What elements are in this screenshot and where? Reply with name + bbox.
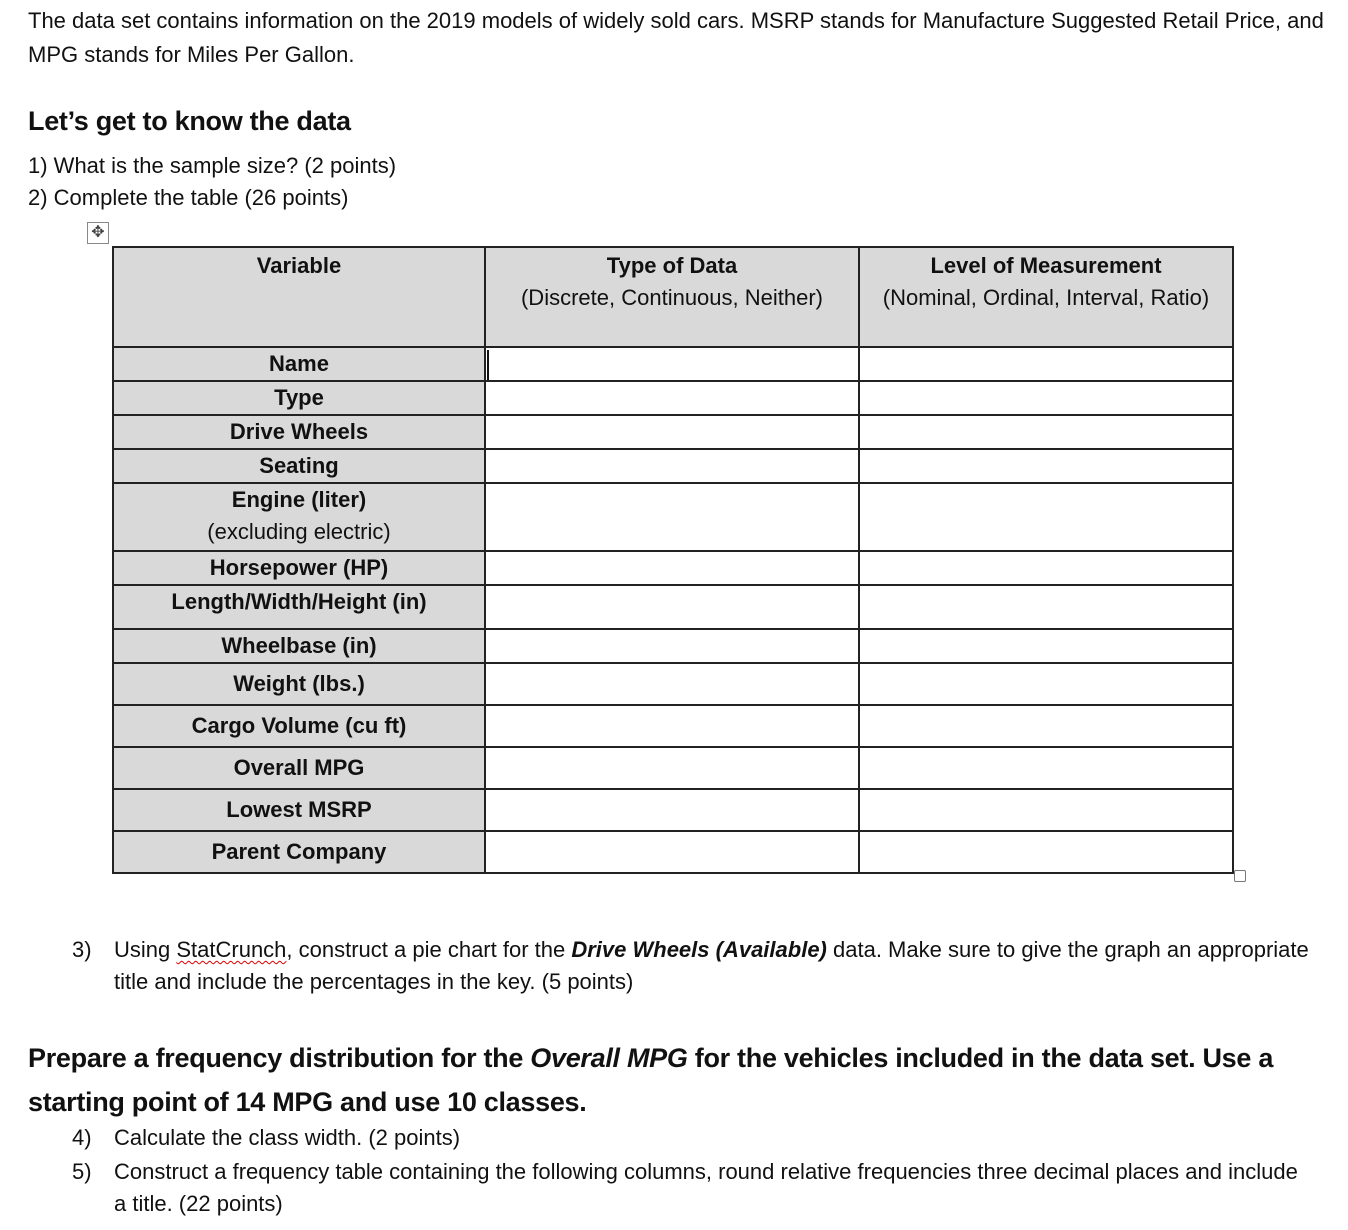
variable-cell: Engine (liter) (excluding electric) (113, 483, 485, 551)
type-of-data-cell[interactable] (485, 629, 859, 663)
variable-cell: Wheelbase (in) (113, 629, 485, 663)
type-of-data-cell[interactable] (485, 449, 859, 483)
level-of-measurement-cell[interactable] (859, 551, 1233, 585)
table-row (113, 747, 1233, 789)
question-4: 4) Calculate the class width. (2 points) (72, 1125, 461, 1150)
type-of-data-cell[interactable] (485, 415, 859, 449)
type-of-data-cell[interactable] (485, 747, 859, 789)
level-of-measurement-cell[interactable] (859, 415, 1233, 449)
level-of-measurement-cell[interactable] (859, 789, 1233, 831)
type-of-data-cell[interactable] (485, 831, 859, 873)
table-row (113, 347, 1233, 381)
question-2: 2) Complete the table (26 points) (28, 185, 349, 210)
table-row (113, 789, 1233, 831)
table-resize-handle[interactable] (1234, 870, 1246, 882)
variable-cell: Horsepower (HP) (113, 551, 485, 585)
type-of-data-cell[interactable] (485, 381, 859, 415)
header-type-of-data: Type of Data (Discrete, Continuous, Neither) (485, 247, 859, 347)
table-row (113, 551, 1233, 585)
section-heading-know-data: Let’s get to know the data (28, 106, 351, 136)
type-of-data-cell[interactable] (485, 663, 859, 705)
level-of-measurement-cell[interactable] (859, 449, 1233, 483)
variable-cell: Overall MPG (113, 747, 485, 789)
variable-cell: Length/Width/Height (in) (113, 585, 485, 629)
text-cursor (487, 350, 489, 380)
table-row (113, 705, 1233, 747)
variable-cell: Seating (113, 449, 485, 483)
statcrunch-misspelled[interactable]: StatCrunch (176, 937, 287, 962)
table-row (113, 381, 1233, 415)
variable-cell: Cargo Volume (cu ft) (113, 705, 485, 747)
intro-paragraph: The data set contains information on the 2019 models of widely sold cars. MSRP stands for Manufacture Suggested Retail Price, and MPG stands for Miles Per Gallon. (28, 8, 1324, 67)
table-row (113, 663, 1233, 705)
header-level-of-measurement: Level of Measurement (Nominal, Ordinal, Interval, Ratio) (859, 247, 1233, 347)
type-of-data-cell[interactable] (485, 705, 859, 747)
table-row (113, 585, 1233, 629)
level-of-measurement-cell[interactable] (859, 663, 1233, 705)
type-of-data-cell[interactable] (485, 483, 859, 551)
variable-cell: Lowest MSRP (113, 789, 485, 831)
variable-cell: Name (113, 347, 485, 381)
type-of-data-cell[interactable] (485, 347, 859, 381)
table-move-handle-icon[interactable]: ✥ (87, 222, 109, 244)
frequency-distribution-heading: Prepare a frequency distribution for the Overall MPG for the vehicles included in the data set. Use a starting point of 14 MPG and use 10 classes. (28, 1043, 1274, 1117)
variable-cell: Type (113, 381, 485, 415)
variables-table (112, 246, 1234, 874)
level-of-measurement-cell[interactable] (859, 747, 1233, 789)
level-of-measurement-cell[interactable] (859, 483, 1233, 551)
level-of-measurement-cell[interactable] (859, 585, 1233, 629)
question-5: 5) Construct a frequency table containing the following columns, round relative frequencies three decimal places and include a title. (22 points) (72, 1159, 1298, 1216)
variable-cell: Parent Company (113, 831, 485, 873)
type-of-data-cell[interactable] (485, 789, 859, 831)
level-of-measurement-cell[interactable] (859, 705, 1233, 747)
table-row (113, 483, 1233, 551)
table-row (113, 415, 1233, 449)
question-1: 1) What is the sample size? (2 points) (28, 153, 397, 178)
level-of-measurement-cell[interactable] (859, 347, 1233, 381)
level-of-measurement-cell[interactable] (859, 381, 1233, 415)
level-of-measurement-cell[interactable] (859, 629, 1233, 663)
variable-cell: Drive Wheels (113, 415, 485, 449)
level-of-measurement-cell[interactable] (859, 831, 1233, 873)
type-of-data-cell[interactable] (485, 551, 859, 585)
table-row (113, 831, 1233, 873)
variable-cell: Weight (lbs.) (113, 663, 485, 705)
table-row (113, 629, 1233, 663)
table-header-row (113, 247, 1233, 347)
header-variable: Variable (113, 247, 485, 347)
type-of-data-cell[interactable] (485, 585, 859, 629)
table-row (113, 449, 1233, 483)
question-3: 3) Using StatCrunch, construct a pie chart for the Drive Wheels (Available) data. Make sure to give the graph an appropriate title and include the percentages in the key. (5 points) (72, 937, 1309, 994)
